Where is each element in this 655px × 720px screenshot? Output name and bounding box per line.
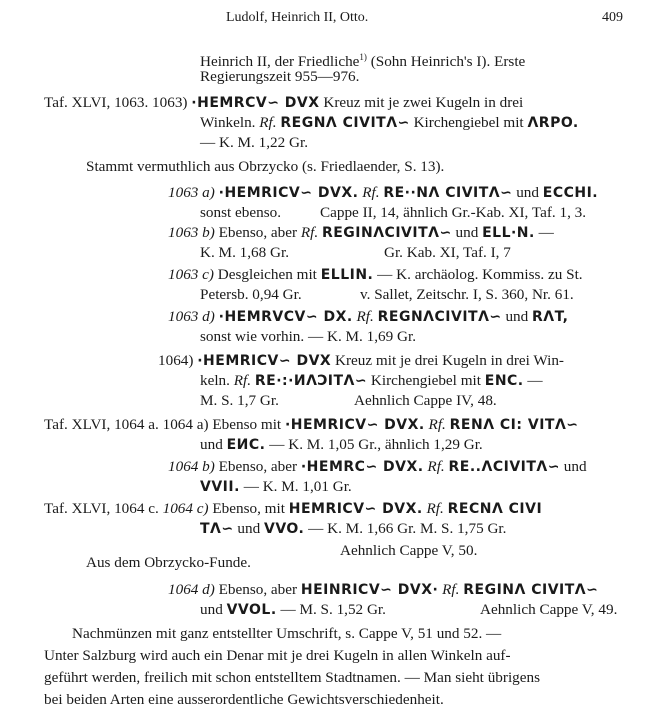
running-title: Ludolf, Heinrich II, Otto. [226,10,369,25]
entry-number: 1063 b) [168,224,215,241]
legend: ELLIN. [320,267,374,283]
description: Kreuz mit je zwei Kugeln in drei [323,94,524,111]
text: Kirchengiebel mit [413,114,524,131]
text: — K. M. 1,66 Gr. M. S. 1,75 Gr. [308,520,507,537]
reverse-legend: RE..ΛCIVITΛ∽ [448,459,560,475]
entry-1063-line-3: — K. M. 1,22 Gr. [200,134,309,151]
text: und [455,224,479,241]
legend: EИC. [226,437,266,453]
entry-1064a-line-1 [44,415,579,435]
text: Winkeln. [200,114,256,131]
entry-1064-line-3b: Aehnlich Cappe IV, 48. [354,392,497,409]
entry-number: 1064 d) [168,581,215,598]
entry-1064c-line-2 [200,519,506,539]
legend: VVO. [264,521,305,537]
reverse-legend: RE·:·ИΛϽITΛ∽ [254,373,368,389]
text: und [516,184,539,201]
obverse-legend: ·HEMRVCV∽ DX. [218,309,353,325]
text: und [200,601,223,618]
legend: ΛRPO. [527,115,579,131]
reverse-legend: REGNΛCIVITΛ∽ [377,309,502,325]
entry-1064-line-2 [200,371,543,391]
entry-number: 1063 a) [168,184,215,201]
reverse-legend: RENΛ CI: VITΛ∽ [449,417,579,433]
entry-1064c-line-1 [44,499,542,519]
reverse-legend: RE··NΛ CIVITΛ∽ [383,185,513,201]
entry-number: 1063 d) [168,308,215,325]
entry-1063a-line-2b: Cappe II, 14, ähnlich Gr.-Kab. XI, Taf. 1, 3. [320,204,587,221]
reverse-legend: REGINΛ CIVITΛ∽ [463,582,599,598]
text: Desgleichen mit [217,266,317,283]
closing-line-3: geführt werden, freilich mit schon entstelltem Stadtnamen. — Man sieht übrigens [44,669,541,686]
intro-rest: (Sohn Heinrich's I). Erste [370,53,526,71]
obverse-legend: ·HEMRICV∽ DVX. [218,185,359,201]
obverse-legend: ·HEMRICV∽ DVX [197,353,332,369]
provenance-note: Stammt vermuthlich aus Obrzycko (s. Friedlaender, S. 13). [86,158,445,175]
text: und [200,436,223,453]
entry-number: 1064 c) [162,500,209,517]
entry-number: 1064 b) [168,458,215,475]
reverse-abbrev: Rf. [233,372,252,389]
intro-line-2: Regierungszeit 955—976. [200,68,360,85]
entry-1064b-line-2 [200,477,352,497]
obverse-legend: HEMRICV∽ DVX. [288,501,423,517]
entry-1063d-line-1 [168,307,569,327]
entry-1064c-line-3: Aehnlich Cappe V, 50. [340,542,478,559]
text: — [538,224,554,241]
obverse-legend: HEINRICV∽ DVX· [300,582,439,598]
legend: TΛ∽ [200,521,234,537]
entry-number: 1064) [158,352,194,369]
plate-ref: Taf. XLVI, 1063. [44,94,149,111]
text: Kirchengiebel mit [370,372,481,389]
entry-1063c-line-2a: Petersb. 0,94 Gr. [200,286,302,303]
text: — K. M. 1,01 Gr. [243,478,352,495]
reverse-legend: REGNΛ CIVITΛ∽ [280,115,410,131]
entry-1063c-line-2b: v. Sallet, Zeitschr. I, S. 360, Nr. 61. [360,286,574,303]
obverse-legend: ·HEMRICV∽ DVX. [284,417,425,433]
text: und [237,520,261,537]
text: Ebenso, mit [212,500,285,517]
legend: ECCHI. [542,185,599,201]
text: und [505,308,529,325]
footnote-marker: 1) [359,52,367,62]
reverse-abbrev: Rf. [362,184,380,201]
legend: VVII. [200,479,240,495]
entry-1064-line-3a: M. S. 1,7 Gr. [200,392,279,409]
entry-number: 1063 c) [168,266,214,283]
text: Ebenso, aber [218,581,298,598]
reverse-legend: REGINΛCIVITΛ∽ [321,225,452,241]
text: — K. M. 1,05 Gr., ähnlich 1,29 Gr. [269,436,483,453]
page-number: 409 [602,10,623,25]
legend: RΛT, [532,309,569,325]
text: Ebenso, aber [218,224,298,241]
entry-1063b-line-2b: Gr. Kab. XI, Taf. I, 7 [384,244,511,261]
reverse-abbrev: Rf. [356,308,374,325]
text: — K. archäolog. Kommiss. zu St. [377,266,583,283]
obverse-legend: ·HEMRC∽ DVX. [300,459,424,475]
reverse-abbrev: Rf. [259,114,277,131]
reverse-abbrev: Rf. [426,500,444,517]
text: und [563,458,587,475]
entry-1063-line-1 [44,93,523,113]
entry-1063a-line-2a: sonst ebenso. [200,204,281,221]
reverse-legend: RECNΛ CIVI [447,501,543,517]
reverse-abbrev: Rf. [428,416,446,433]
entry-1063c-line-1 [168,265,583,285]
reverse-abbrev: Rf. [427,458,445,475]
legend: ELL·N. [482,225,535,241]
obverse-legend: ·HEMRCV∽ DVX [191,95,320,111]
entry-number: 1063) [152,94,188,111]
closing-line-4: bei beiden Arten eine ausserordentliche Gewichtsverschiedenheit. [44,691,444,708]
text: Ebenso, aber [218,458,298,475]
entry-1064b-line-1 [168,457,587,477]
plate-ref: Taf. XLVI, 1064 a. [44,416,159,433]
entry-1064a-line-2 [200,435,483,455]
closing-line-2: Unter Salzburg wird auch ein Denar mit je drei Kugeln in allen Winkeln auf- [44,647,511,664]
entry-1064-line-1 [158,351,564,371]
entry-1063b-line-2a: K. M. 1,68 Gr. [200,244,290,261]
legend: VVOL. [226,602,277,618]
text: — [527,372,543,389]
entry-1064d-ref: Aehnlich Cappe V, 49. [480,601,618,618]
closing-line-1: Nachmünzen mit ganz entstellter Umschrift, s. Cappe V, 51 und 52. — [72,625,502,642]
entry-1063a-line-1 [168,183,598,203]
find-note: Aus dem Obrzycko-Funde. [86,554,251,571]
ruler-name: Heinrich II, der Friedliche [200,53,360,71]
entry-1064d-line-2 [200,600,386,620]
text: — M. S. 1,52 Gr. [280,601,386,618]
legend: ENC. [484,373,524,389]
text: Ebenso mit [212,416,282,433]
reverse-abbrev: Rf. [300,224,319,241]
entry-1063-line-2 [200,113,579,133]
entry-1064d-line-1 [168,580,598,600]
text: keln. [200,372,230,389]
plate-ref: Taf. XLVI, 1064 c. [44,500,159,517]
entry-1063b-line-1 [168,223,554,243]
entry-1063d-line-2: sonst wie vorhin. — K. M. 1,69 Gr. [200,328,416,345]
reverse-abbrev: Rf. [442,581,460,598]
entry-number: 1064 a) [162,416,209,433]
text: Kreuz mit je drei Kugeln in drei Win- [335,352,564,369]
